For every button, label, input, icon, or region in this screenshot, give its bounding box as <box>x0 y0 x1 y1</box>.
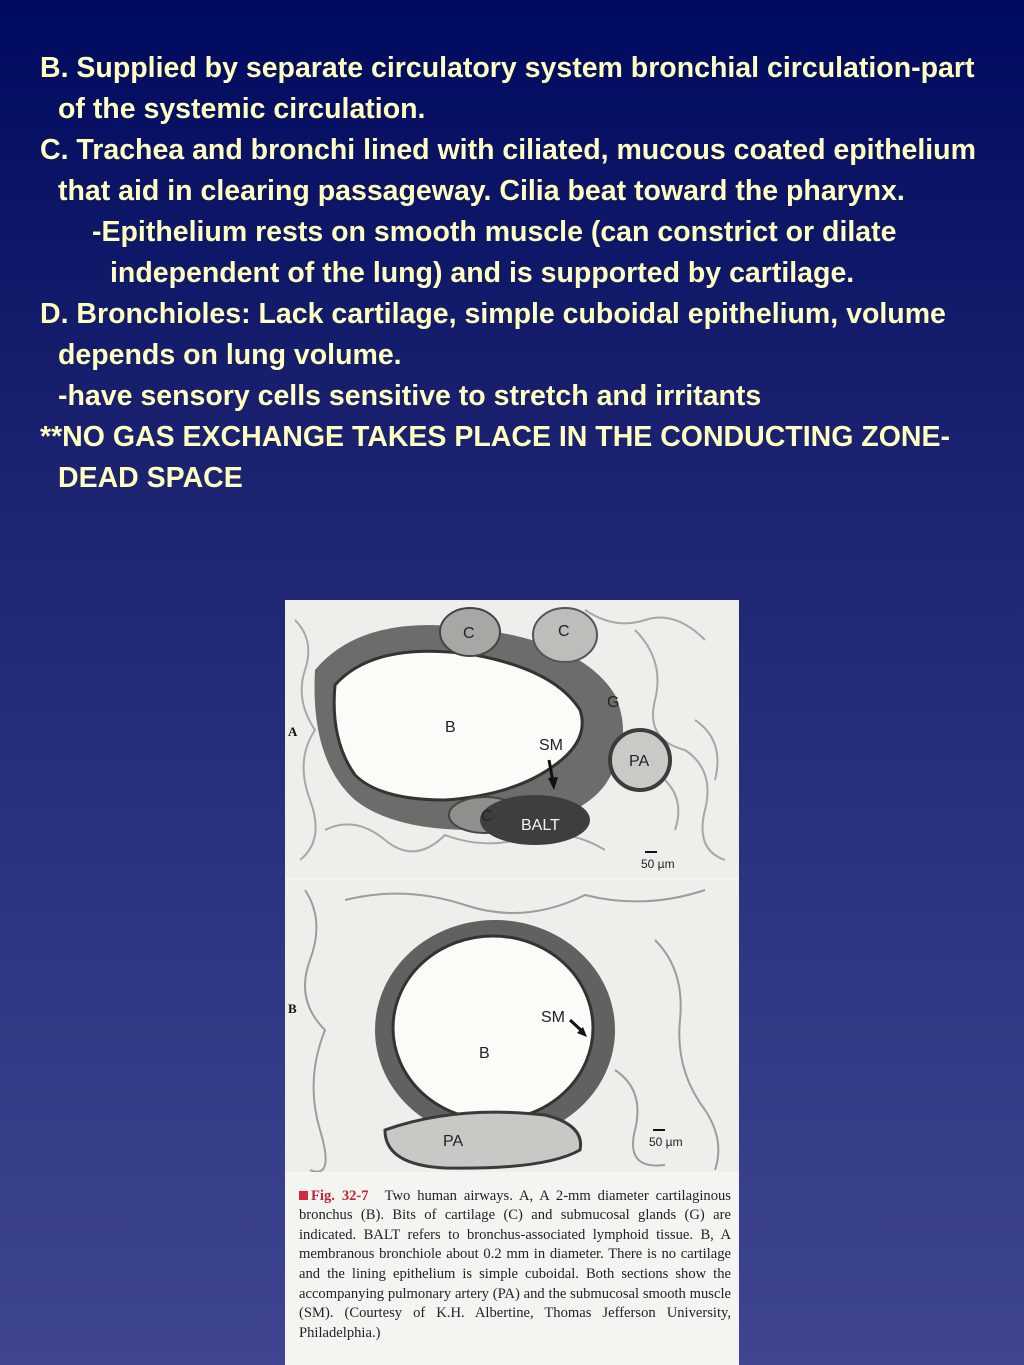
label-b-bronchiole: B <box>479 1045 490 1062</box>
panel-b-letter-wrap <box>284 997 304 1017</box>
point-b: B. Supplied by separate circulatory system bronchial circulation-part of the systemic circulation. <box>40 52 975 125</box>
point-c: C. Trachea and bronchi lined with ciliated, mucous coated epithelium that aid in clearing passageway. Cilia beat toward the pharynx. <box>40 134 976 207</box>
caption-body: Two human airways. A, A 2-mm diameter cartilaginous bronchus (B). Bits of cartilage (C) and submucosal glands (G) are indicated. BALT refers to bronchus-associated lymphoid tissue. B, A membranous bronchiole about 0.2 mm in diameter. There is no cartilage and the lining epithelium is simple cuboidal. Both sections show the accompanying pulmonary artery (PA) and the submucosal smooth muscle (SM). (Courtesy of K.H. Albertine, Thomas Jefferson University, Philadelphia.) <box>299 1187 731 1341</box>
slide-text <box>40 48 1000 499</box>
label-c-3: C <box>481 808 493 825</box>
point-c-sub: -Epithelium rests on smooth muscle (can constrict or dilate independent of the lung) and is supported by cartilage. <box>92 216 897 289</box>
figure-number: Fig. 32-7 <box>311 1187 369 1204</box>
label-c-2: C <box>558 623 570 640</box>
label-c-1: C <box>463 625 475 642</box>
label-b: B <box>445 719 456 736</box>
label-pa: PA <box>629 753 650 770</box>
label-balt: BALT <box>521 817 560 834</box>
panel-b-micrograph <box>285 880 739 1172</box>
point-d-sub: -have sensory cells sensitive to stretch and irritants <box>58 380 762 412</box>
label-sm-bronchiole: SM <box>541 1009 565 1026</box>
dead-space-note: **NO GAS EXCHANGE TAKES PLACE IN THE CONDUCTING ZONE-DEAD SPACE <box>40 421 950 494</box>
figure-caption <box>299 1187 731 1344</box>
panel-a-letter: A <box>288 724 298 739</box>
figure-marker-icon <box>299 1191 308 1200</box>
label-sm: SM <box>539 737 563 754</box>
label-pa-bronchiole: PA <box>443 1133 464 1150</box>
scale-bar-b: 50 µm <box>649 1135 683 1149</box>
panel-b-letter: B <box>288 1001 297 1016</box>
point-d: D. Bronchioles: Lack cartilage, simple cuboidal epithelium, volume depends on lung volume. <box>40 298 946 371</box>
panel-a-micrograph <box>285 600 739 878</box>
label-g: G <box>607 694 620 711</box>
histology-figure <box>285 600 739 1365</box>
panel-a-letter-wrap <box>284 720 304 740</box>
scale-bar-a: 50 µm <box>641 857 675 871</box>
